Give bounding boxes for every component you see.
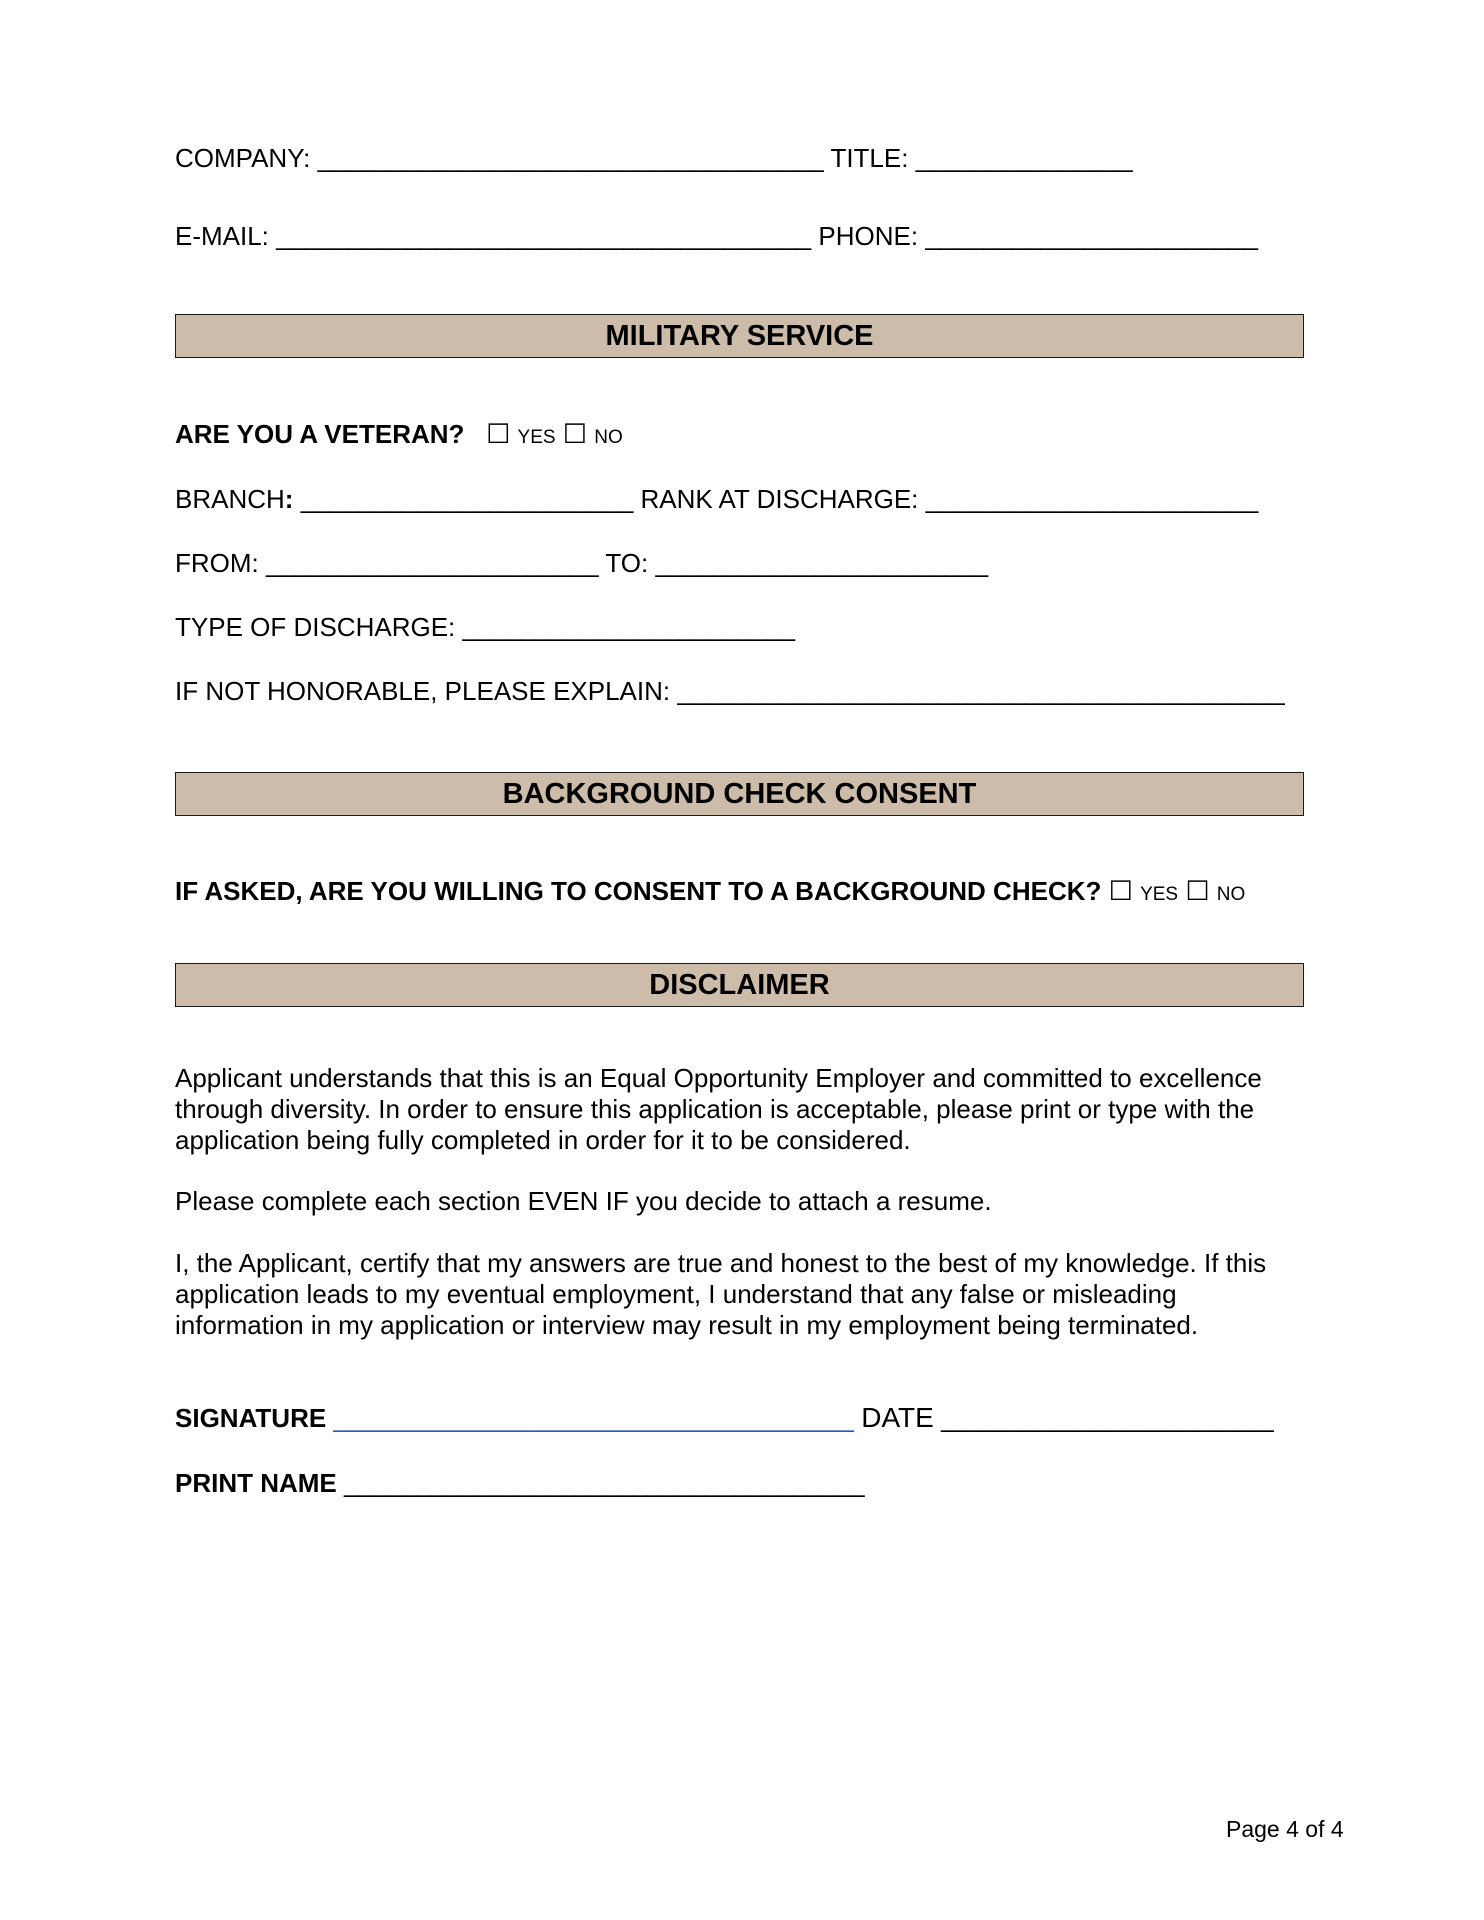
print-name-row xyxy=(175,1467,865,1499)
to-label: TO: xyxy=(605,548,649,578)
disclaimer-paragraph-3: I, the Applicant, certify that my answers are true and honest to the best of my knowledge. If this application leads to my eventual employment, I understand that any false or misleading information in my application or interview may result in my employment being terminated. xyxy=(175,1248,1267,1340)
phone-label: PHONE: xyxy=(818,221,919,251)
disclaimer-header: DISCLAIMER xyxy=(175,963,1304,1007)
background-consent-row xyxy=(175,875,1245,911)
print-name-label: PRINT NAME xyxy=(175,1468,337,1498)
background-yes-checkbox[interactable]: ☐ xyxy=(1108,876,1133,906)
background-yes-label: YES xyxy=(1140,884,1179,905)
print-name-field[interactable]: ____________________________________ xyxy=(344,1468,865,1498)
branch-label: BRANCH xyxy=(175,484,285,514)
date-label: DATE xyxy=(861,1402,934,1433)
from-label: FROM: xyxy=(175,548,259,578)
discharge-type-field[interactable]: _______________________ xyxy=(462,612,796,642)
veteran-no-checkbox[interactable]: ☐ xyxy=(562,419,588,449)
background-no-checkbox[interactable]: ☐ xyxy=(1185,876,1210,906)
discharge-type-row xyxy=(175,611,795,643)
explain-field[interactable]: __________________________________________ xyxy=(677,676,1285,706)
signature-label: SIGNATURE xyxy=(175,1403,327,1433)
page-number: Page 4 of 4 xyxy=(1226,1816,1344,1842)
disclaimer-paragraph-1: Applicant understands that this is an Equal Opportunity Employer and committed to excellence through diversity. In order to ensure this application is acceptable, please print or type with the application being fully completed in order for it to be considered. xyxy=(175,1063,1262,1155)
from-field[interactable]: _______________________ xyxy=(266,548,599,578)
explain-row xyxy=(175,675,1285,707)
date-field[interactable]: _______________________ xyxy=(941,1403,1274,1433)
discharge-type-label: TYPE OF DISCHARGE: xyxy=(175,612,456,642)
military-service-header: MILITARY SERVICE xyxy=(175,314,1304,358)
service-dates-row xyxy=(175,547,988,579)
background-question: IF ASKED, ARE YOU WILLING TO CONSENT TO A BACKGROUND CHECK? xyxy=(175,876,1102,906)
veteran-yes-label: YES xyxy=(517,427,556,448)
explain-label: IF NOT HONORABLE, PLEASE EXPLAIN: xyxy=(175,676,671,706)
phone-field[interactable]: _______________________ xyxy=(925,221,1258,251)
title-field[interactable]: _______________ xyxy=(915,143,1133,173)
company-field[interactable]: ___________________________________ xyxy=(317,143,824,173)
branch-colon: : xyxy=(284,484,294,514)
background-check-header: BACKGROUND CHECK CONSENT xyxy=(175,772,1304,816)
email-field[interactable]: _____________________________________ xyxy=(276,221,812,251)
background-no-label: NO xyxy=(1216,884,1246,905)
branch-row xyxy=(175,483,1258,515)
disclaimer-paragraph-2: Please complete each section EVEN IF you decide to attach a resume. xyxy=(175,1186,992,1216)
signature-field[interactable]: ____________________________________ xyxy=(333,1403,854,1433)
branch-field[interactable]: _______________________ xyxy=(300,484,634,514)
signature-row xyxy=(175,1402,1274,1434)
to-field[interactable]: _______________________ xyxy=(655,548,989,578)
rank-label: RANK AT DISCHARGE: xyxy=(640,484,919,514)
veteran-no-label: NO xyxy=(594,427,623,448)
rank-field[interactable]: _______________________ xyxy=(925,484,1259,514)
veteran-question: ARE YOU A VETERAN? xyxy=(175,419,465,449)
veteran-row xyxy=(175,418,623,454)
email-row xyxy=(175,220,1258,252)
company-label: COMPANY: xyxy=(175,143,311,173)
title-label: TITLE: xyxy=(830,143,909,173)
company-row xyxy=(175,142,1133,174)
veteran-yes-checkbox[interactable]: ☐ xyxy=(486,419,511,449)
email-label: E-MAIL: xyxy=(175,221,269,251)
